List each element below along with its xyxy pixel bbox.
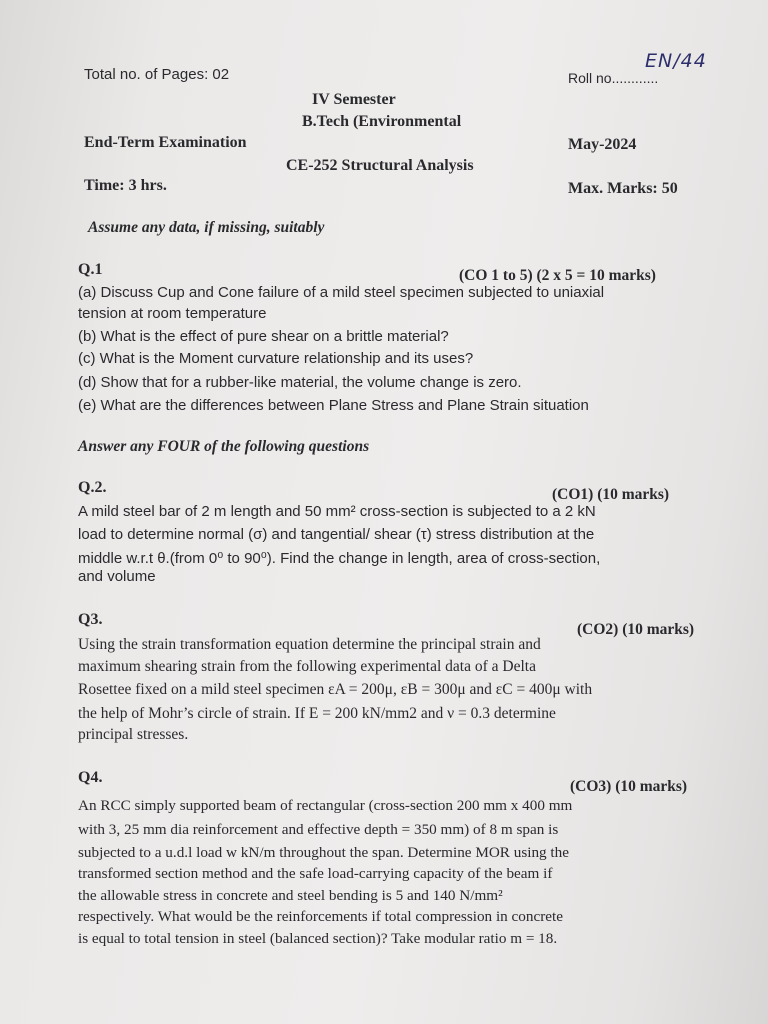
time-allowed: Time: 3 hrs. — [84, 177, 167, 194]
q1-line: (e) What are the differences between Plane Stress and Plane Strain situation — [78, 397, 589, 414]
q4-line: with 3, 25 mm dia reinforcement and effective depth = 350 mm) of 8 m span is — [78, 821, 559, 838]
total-pages: Total no. of Pages: 02 — [84, 66, 230, 83]
q3-line: the help of Mohr’s circle of strain. If E = 200 kN/mm2 and ν = 0.3 determine — [78, 705, 556, 722]
q1-line: (a) Discuss Cup and Cone failure of a mild steel specimen subjected to uniaxial — [78, 284, 605, 301]
q1-line: tension at room temperature — [78, 305, 267, 322]
q4-line: respectively. What would be the reinforcements if total compression in concrete — [78, 908, 563, 925]
course-title: CE-252 Structural Analysis — [286, 157, 474, 174]
q4-line: the allowable stress in concrete and steel bending is 5 and 140 N/mm² — [78, 887, 503, 904]
q2-label: Q.2. — [78, 479, 107, 496]
q3-line: principal stresses. — [78, 726, 189, 743]
q4-label: Q4. — [78, 769, 103, 786]
exam-title: End-Term Examination — [84, 134, 247, 151]
roll-number-label: Roll no............ — [568, 70, 659, 86]
q3-line: maximum shearing strain from the following experimental data of a Delta — [78, 658, 536, 675]
q2-line: middle w.r.t θ.(from 0⁰ to 90⁰). Find the change in length, area of cross-section, — [78, 550, 601, 567]
q1-line: (b) What is the effect of pure shear on a brittle material? — [78, 328, 449, 345]
q4-marks: (CO3) (10 marks) — [570, 778, 688, 795]
roll-number-handwritten: EN/44 — [645, 50, 707, 72]
q4-line: is equal to total tension in steel (balanced section)? Take modular ratio m = 18. — [78, 930, 558, 947]
q2-line: and volume — [78, 568, 156, 585]
exam-date: May-2024 — [568, 136, 637, 153]
q2-marks: (CO1) (10 marks) — [552, 486, 670, 503]
q3-line: Using the strain transformation equation determine the principal strain and — [78, 636, 541, 653]
q1-line: (c) What is the Moment curvature relationship and its uses? — [78, 350, 474, 367]
general-instruction: Assume any data, if missing, suitably — [88, 219, 325, 236]
q3-label: Q3. — [78, 611, 103, 628]
q4-line: An RCC simply supported beam of rectangular (cross-section 200 mm x 400 mm — [78, 797, 573, 814]
q3-marks: (CO2) (10 marks) — [577, 621, 695, 638]
q1-label: Q.1 — [78, 261, 103, 278]
programme: B.Tech (Environmental — [302, 113, 462, 130]
semester: IV Semester — [312, 91, 396, 108]
q2-line: A mild steel bar of 2 m length and 50 mm² cross-section is subjected to a 2 kN — [78, 503, 596, 520]
q1-line: (d) Show that for a rubber-like material, the volume change is zero. — [78, 374, 522, 391]
q4-line: transformed section method and the safe load-carrying capacity of the beam if — [78, 865, 553, 882]
q1-marks: (CO 1 to 5) (2 x 5 = 10 marks) — [459, 267, 656, 284]
q2-line: load to determine normal (σ) and tangential/ shear (τ) stress distribution at the — [78, 526, 595, 543]
q3-line: Rosettee fixed on a mild steel specimen εA = 200μ, εB = 300μ and εC = 400μ with — [78, 681, 593, 698]
max-marks: Max. Marks: 50 — [568, 180, 678, 197]
answer-instruction: Answer any FOUR of the following questions — [78, 438, 370, 455]
q4-line: subjected to a u.d.l load w kN/m throughout the span. Determine MOR using the — [78, 844, 569, 861]
